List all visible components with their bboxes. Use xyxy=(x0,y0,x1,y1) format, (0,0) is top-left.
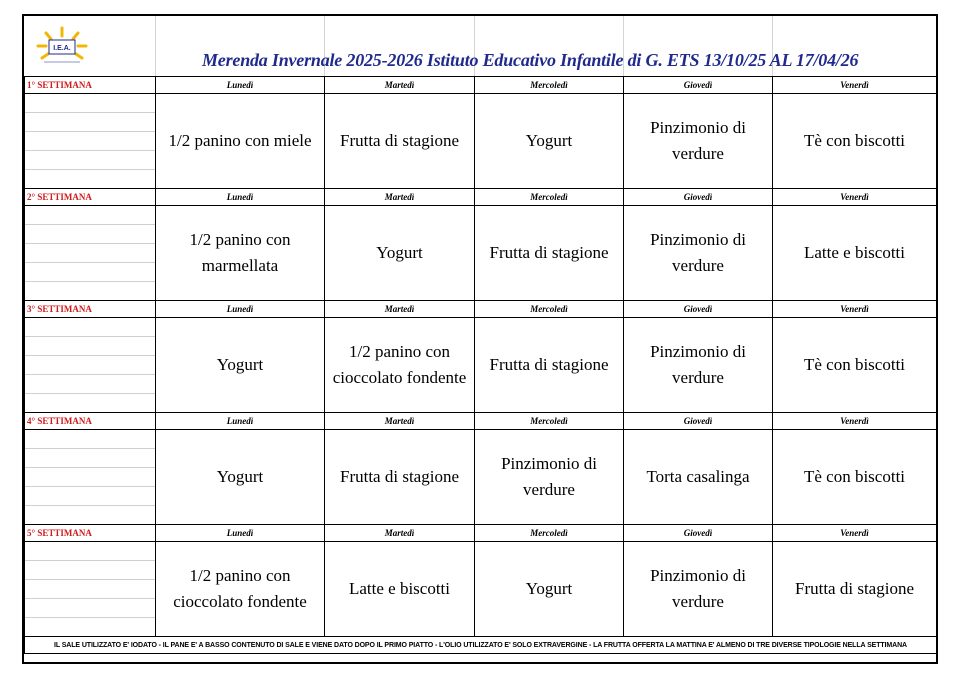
week-label: 3° SETTIMANA xyxy=(25,301,156,318)
day-header: Mercoledì xyxy=(475,189,624,206)
menu-item: 1/2 panino con cioccolato fondente xyxy=(156,542,325,637)
week-menu-row xyxy=(25,542,937,637)
day-header: Martedì xyxy=(325,525,475,542)
day-header: Mercoledì xyxy=(475,301,624,318)
week-label: 4° SETTIMANA xyxy=(25,413,156,430)
menu-item: Tè con biscotti xyxy=(773,430,937,525)
menu-item: 1/2 panino con cioccolato fondente xyxy=(325,318,475,413)
notes-lines xyxy=(25,318,156,413)
menu-item: Pinzimonio di verdure xyxy=(624,206,773,301)
day-header: Venerdì xyxy=(773,189,937,206)
menu-item: Latte e biscotti xyxy=(325,542,475,637)
menu-item: Frutta di stagione xyxy=(773,542,937,637)
menu-item: Tè con biscotti xyxy=(773,94,937,189)
day-header: Mercoledì xyxy=(475,77,624,94)
week-menu-row xyxy=(25,430,937,525)
menu-item: 1/2 panino con marmellata xyxy=(156,206,325,301)
day-header: Venerdì xyxy=(773,301,937,318)
week-label: 1° SETTIMANA xyxy=(25,77,156,94)
menu-item: Pinzimonio di verdure xyxy=(475,430,624,525)
day-header: Martedì xyxy=(325,301,475,318)
menu-item: Pinzimonio di verdure xyxy=(624,318,773,413)
page-title: Merenda Invernale 2025-2026 Istituto Educativo Infantile di G. ETS 13/10/25 AL 17/04/26 xyxy=(202,50,859,70)
day-header: Martedì xyxy=(325,189,475,206)
menu-item: Yogurt xyxy=(156,430,325,525)
day-header: Giovedì xyxy=(624,77,773,94)
day-header: Lunedì xyxy=(156,301,325,318)
day-header: Lunedì xyxy=(156,189,325,206)
day-header: Venerdì xyxy=(773,525,937,542)
week-header-row xyxy=(25,77,937,94)
day-header: Giovedì xyxy=(624,525,773,542)
day-header: Mercoledì xyxy=(475,413,624,430)
week-label: 5° SETTIMANA xyxy=(25,525,156,542)
menu-item: Yogurt xyxy=(156,318,325,413)
menu-item: Pinzimonio di verdure xyxy=(624,94,773,189)
week-menu-row xyxy=(25,318,937,413)
menu-item: Frutta di stagione xyxy=(475,206,624,301)
week-label: 2° SETTIMANA xyxy=(25,189,156,206)
day-header: Mercoledì xyxy=(475,525,624,542)
day-header: Lunedì xyxy=(156,413,325,430)
week-header-row xyxy=(25,189,937,206)
menu-item: Torta casalinga xyxy=(624,430,773,525)
week-header-row xyxy=(25,525,937,542)
menu-item: Latte e biscotti xyxy=(773,206,937,301)
menu-item: 1/2 panino con miele xyxy=(156,94,325,189)
notes-lines xyxy=(25,430,156,525)
week-menu-row xyxy=(25,206,937,301)
menu-item: Frutta di stagione xyxy=(325,94,475,189)
notes-lines xyxy=(25,94,156,189)
menu-item: Frutta di stagione xyxy=(475,318,624,413)
logo-sun-icon xyxy=(32,24,92,68)
header-area xyxy=(24,16,936,76)
menu-item: Pinzimonio di verdure xyxy=(624,542,773,637)
notes-lines xyxy=(25,206,156,301)
menu-table xyxy=(24,76,937,654)
notes-lines xyxy=(25,542,156,637)
footer-note: IL SALE UTILIZZATO E' IODATO - IL PANE E' A BASSO CONTENUTO DI SALE E VIENE DATO DOPO IL PRIMO PIATTO - L'OLIO UTILIZZATO E' SOLO EXTRAVERGINE - LA FRUTTA OFFERTA LA MATTINA E' ALMENO DI TRE DIVERSE TIPOLOGIE NELLA SETTIMANA xyxy=(25,637,937,654)
menu-sheet xyxy=(22,14,938,664)
week-header-row xyxy=(25,301,937,318)
day-header: Giovedì xyxy=(624,189,773,206)
menu-item: Yogurt xyxy=(325,206,475,301)
week-header-row xyxy=(25,413,937,430)
svg-text:I.E.A.: I.E.A. xyxy=(53,45,71,52)
day-header: Venerdì xyxy=(773,413,937,430)
menu-item: Yogurt xyxy=(475,542,624,637)
day-header: Venerdì xyxy=(773,77,937,94)
day-header: Giovedì xyxy=(624,413,773,430)
day-header: Lunedì xyxy=(156,525,325,542)
day-header: Martedì xyxy=(325,77,475,94)
week-menu-row xyxy=(25,94,937,189)
menu-item: Yogurt xyxy=(475,94,624,189)
day-header: Martedì xyxy=(325,413,475,430)
day-header: Giovedì xyxy=(624,301,773,318)
menu-item: Tè con biscotti xyxy=(773,318,937,413)
day-header: Lunedì xyxy=(156,77,325,94)
menu-item: Frutta di stagione xyxy=(325,430,475,525)
